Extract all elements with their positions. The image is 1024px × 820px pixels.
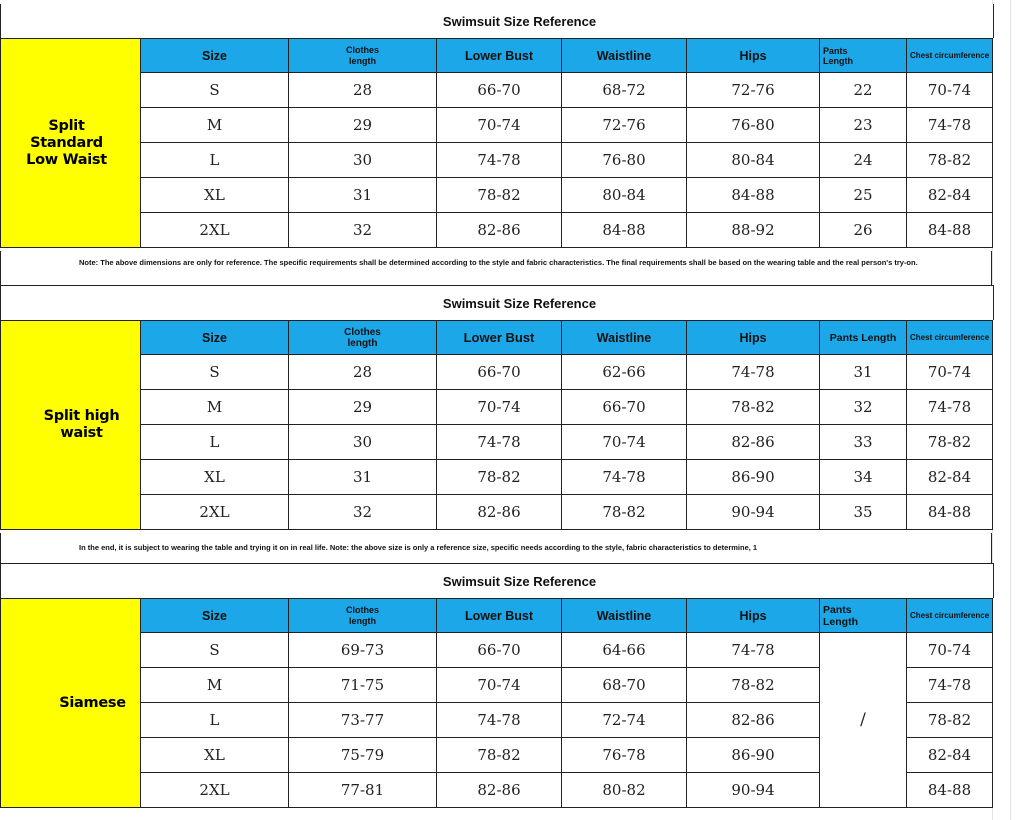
cell: 74-78 bbox=[907, 108, 993, 143]
cell: 72-74 bbox=[562, 703, 687, 738]
header-hips: Hips bbox=[687, 39, 820, 73]
cell: 74-78 bbox=[687, 355, 820, 390]
cell: 74-78 bbox=[907, 668, 993, 703]
cell: 22 bbox=[820, 73, 907, 108]
cell: 86-90 bbox=[687, 460, 820, 495]
cell-size: XL bbox=[141, 460, 289, 495]
cell: 78-82 bbox=[907, 703, 993, 738]
cell: 74-78 bbox=[437, 425, 562, 460]
header-chest-circumference: Chest circumference bbox=[907, 321, 993, 355]
cell: 68-72 bbox=[562, 73, 687, 108]
cell: 62-66 bbox=[562, 355, 687, 390]
cell-size: S bbox=[141, 633, 289, 668]
header-size: Size bbox=[141, 39, 289, 73]
cell: 24 bbox=[820, 143, 907, 178]
cell-size: 2XL bbox=[141, 773, 289, 808]
size-table-siamese bbox=[0, 598, 993, 808]
cell: 77-81 bbox=[289, 773, 437, 808]
header-pants-length: Pants Length bbox=[820, 599, 907, 633]
cell: 33 bbox=[820, 425, 907, 460]
cell: 30 bbox=[289, 143, 437, 178]
table-row bbox=[1, 460, 993, 495]
cell-size: XL bbox=[141, 738, 289, 773]
cell-size: L bbox=[141, 703, 289, 738]
cell-size: M bbox=[141, 390, 289, 425]
cell-size: M bbox=[141, 108, 289, 143]
cell: 78-82 bbox=[687, 390, 820, 425]
table-row bbox=[1, 390, 993, 425]
cell: 70-74 bbox=[907, 355, 993, 390]
cell: 74-78 bbox=[437, 143, 562, 178]
cell: 75-79 bbox=[289, 738, 437, 773]
table-row bbox=[1, 108, 993, 143]
cell: 31 bbox=[820, 355, 907, 390]
cell-size: 2XL bbox=[141, 213, 289, 248]
cell: 72-76 bbox=[687, 73, 820, 108]
cell: 84-88 bbox=[907, 495, 993, 530]
cell: 68-70 bbox=[562, 668, 687, 703]
cell: 70-74 bbox=[907, 73, 993, 108]
cell: 90-94 bbox=[687, 773, 820, 808]
cell: 76-78 bbox=[562, 738, 687, 773]
cell: 32 bbox=[289, 213, 437, 248]
cell: 78-82 bbox=[687, 668, 820, 703]
cell: 74-78 bbox=[687, 633, 820, 668]
category-label: Split Standard Low Waist bbox=[1, 39, 141, 248]
cell: 90-94 bbox=[687, 495, 820, 530]
cell: 78-82 bbox=[907, 143, 993, 178]
cell: 30 bbox=[289, 425, 437, 460]
cell: 82-86 bbox=[437, 213, 562, 248]
cell-pants-length-merged: / bbox=[820, 633, 907, 808]
cell: 78-82 bbox=[437, 178, 562, 213]
cell: 80-84 bbox=[687, 143, 820, 178]
cell: 74-78 bbox=[907, 390, 993, 425]
cell: 73-77 bbox=[289, 703, 437, 738]
cell: 29 bbox=[289, 390, 437, 425]
header-waistline: Waistline bbox=[562, 599, 687, 633]
header-lower-bust: Lower Bust bbox=[437, 321, 562, 355]
cell: 69-73 bbox=[289, 633, 437, 668]
header-hips: Hips bbox=[687, 599, 820, 633]
cell: 31 bbox=[289, 460, 437, 495]
table-row bbox=[1, 425, 993, 460]
size-table-split-high-waist bbox=[0, 320, 993, 530]
title-text: Swimsuit Size Reference bbox=[442, 295, 597, 311]
header-chest-circumference: Chest circumference bbox=[907, 599, 993, 633]
table-row bbox=[1, 143, 993, 178]
cell: 82-86 bbox=[437, 495, 562, 530]
table-row bbox=[1, 178, 993, 213]
cell-size: M bbox=[141, 668, 289, 703]
cell: 70-74 bbox=[562, 425, 687, 460]
header-pants-length: Pants Length bbox=[820, 321, 907, 355]
cell: 88-92 bbox=[687, 213, 820, 248]
cell: 28 bbox=[289, 73, 437, 108]
category-label: Siamese bbox=[1, 599, 141, 808]
cell: 78-82 bbox=[562, 495, 687, 530]
header-hips: Hips bbox=[687, 321, 820, 355]
table-row bbox=[1, 355, 993, 390]
cell: 78-82 bbox=[437, 738, 562, 773]
cell: 71-75 bbox=[289, 668, 437, 703]
cell: 82-86 bbox=[687, 703, 820, 738]
cell: 74-78 bbox=[562, 460, 687, 495]
table-row bbox=[1, 73, 993, 108]
cell: 86-90 bbox=[687, 738, 820, 773]
cell: 23 bbox=[820, 108, 907, 143]
cell: 31 bbox=[289, 178, 437, 213]
title-text: Swimsuit Size Reference bbox=[442, 13, 597, 29]
header-clothes-length: Clothes length bbox=[289, 599, 437, 633]
table-row bbox=[1, 213, 993, 248]
cell: 82-84 bbox=[907, 178, 993, 213]
cell: 84-88 bbox=[907, 773, 993, 808]
cell: 82-84 bbox=[907, 460, 993, 495]
cell-size: XL bbox=[141, 178, 289, 213]
header-waistline: Waistline bbox=[562, 321, 687, 355]
cell: 82-86 bbox=[687, 425, 820, 460]
cell: 32 bbox=[820, 390, 907, 425]
cell: 32 bbox=[289, 495, 437, 530]
cell: 80-82 bbox=[562, 773, 687, 808]
cell: 74-78 bbox=[437, 703, 562, 738]
cell-size: S bbox=[141, 355, 289, 390]
cell: 70-74 bbox=[437, 390, 562, 425]
table-3-title bbox=[0, 563, 994, 598]
category-label: Split high waist bbox=[1, 321, 141, 530]
cell: 34 bbox=[820, 460, 907, 495]
cell: 82-84 bbox=[907, 738, 993, 773]
cell-size: L bbox=[141, 143, 289, 178]
cell: 82-86 bbox=[437, 773, 562, 808]
cell-size: S bbox=[141, 73, 289, 108]
size-table-split-standard bbox=[0, 38, 993, 248]
cell: 66-70 bbox=[437, 633, 562, 668]
header-lower-bust: Lower Bust bbox=[437, 39, 562, 73]
cell-size: L bbox=[141, 425, 289, 460]
table-2-title bbox=[0, 285, 994, 320]
table-row bbox=[1, 495, 993, 530]
cell: 29 bbox=[289, 108, 437, 143]
cell: 76-80 bbox=[562, 143, 687, 178]
cell: 84-88 bbox=[687, 178, 820, 213]
cell-size: 2XL bbox=[141, 495, 289, 530]
cell: 80-84 bbox=[562, 178, 687, 213]
header-lower-bust: Lower Bust bbox=[437, 599, 562, 633]
header-size: Size bbox=[141, 321, 289, 355]
cell: 72-76 bbox=[562, 108, 687, 143]
header-clothes-length: Clothes length bbox=[289, 39, 437, 73]
cell: 70-74 bbox=[907, 633, 993, 668]
cell: 78-82 bbox=[907, 425, 993, 460]
cell: 66-70 bbox=[437, 73, 562, 108]
cell: 70-74 bbox=[437, 668, 562, 703]
cell: 84-88 bbox=[562, 213, 687, 248]
title-text: Swimsuit Size Reference bbox=[442, 573, 597, 589]
header-size: Size bbox=[141, 599, 289, 633]
header-chest-circumference: Chest circumference bbox=[907, 39, 993, 73]
cell: 78-82 bbox=[437, 460, 562, 495]
cell: 76-80 bbox=[687, 108, 820, 143]
table-2-note: In the end, it is subject to wearing the table and trying it on in real life. Note: the above size is only a reference size, specific needs according to the style, fabric characteristics to determine, 1 bbox=[0, 533, 992, 563]
cell: 70-74 bbox=[437, 108, 562, 143]
table-1-title bbox=[0, 4, 994, 38]
header-clothes-length: Clothes length bbox=[289, 321, 437, 355]
cell: 64-66 bbox=[562, 633, 687, 668]
cell: 25 bbox=[820, 178, 907, 213]
grid-line bbox=[1010, 0, 1011, 820]
table-row bbox=[1, 633, 993, 668]
cell: 84-88 bbox=[907, 213, 993, 248]
cell: 26 bbox=[820, 213, 907, 248]
table-1-note: Note: The above dimensions are only for reference. The specific requirements shall be determined according to the style and fabric characteristics. The final requirements shall be based on the wearing table and the real person's try-on. bbox=[0, 251, 992, 285]
header-waistline: Waistline bbox=[562, 39, 687, 73]
cell: 66-70 bbox=[562, 390, 687, 425]
cell: 35 bbox=[820, 495, 907, 530]
cell: 28 bbox=[289, 355, 437, 390]
cell: 66-70 bbox=[437, 355, 562, 390]
header-pants-length: Pants Length bbox=[820, 39, 907, 73]
